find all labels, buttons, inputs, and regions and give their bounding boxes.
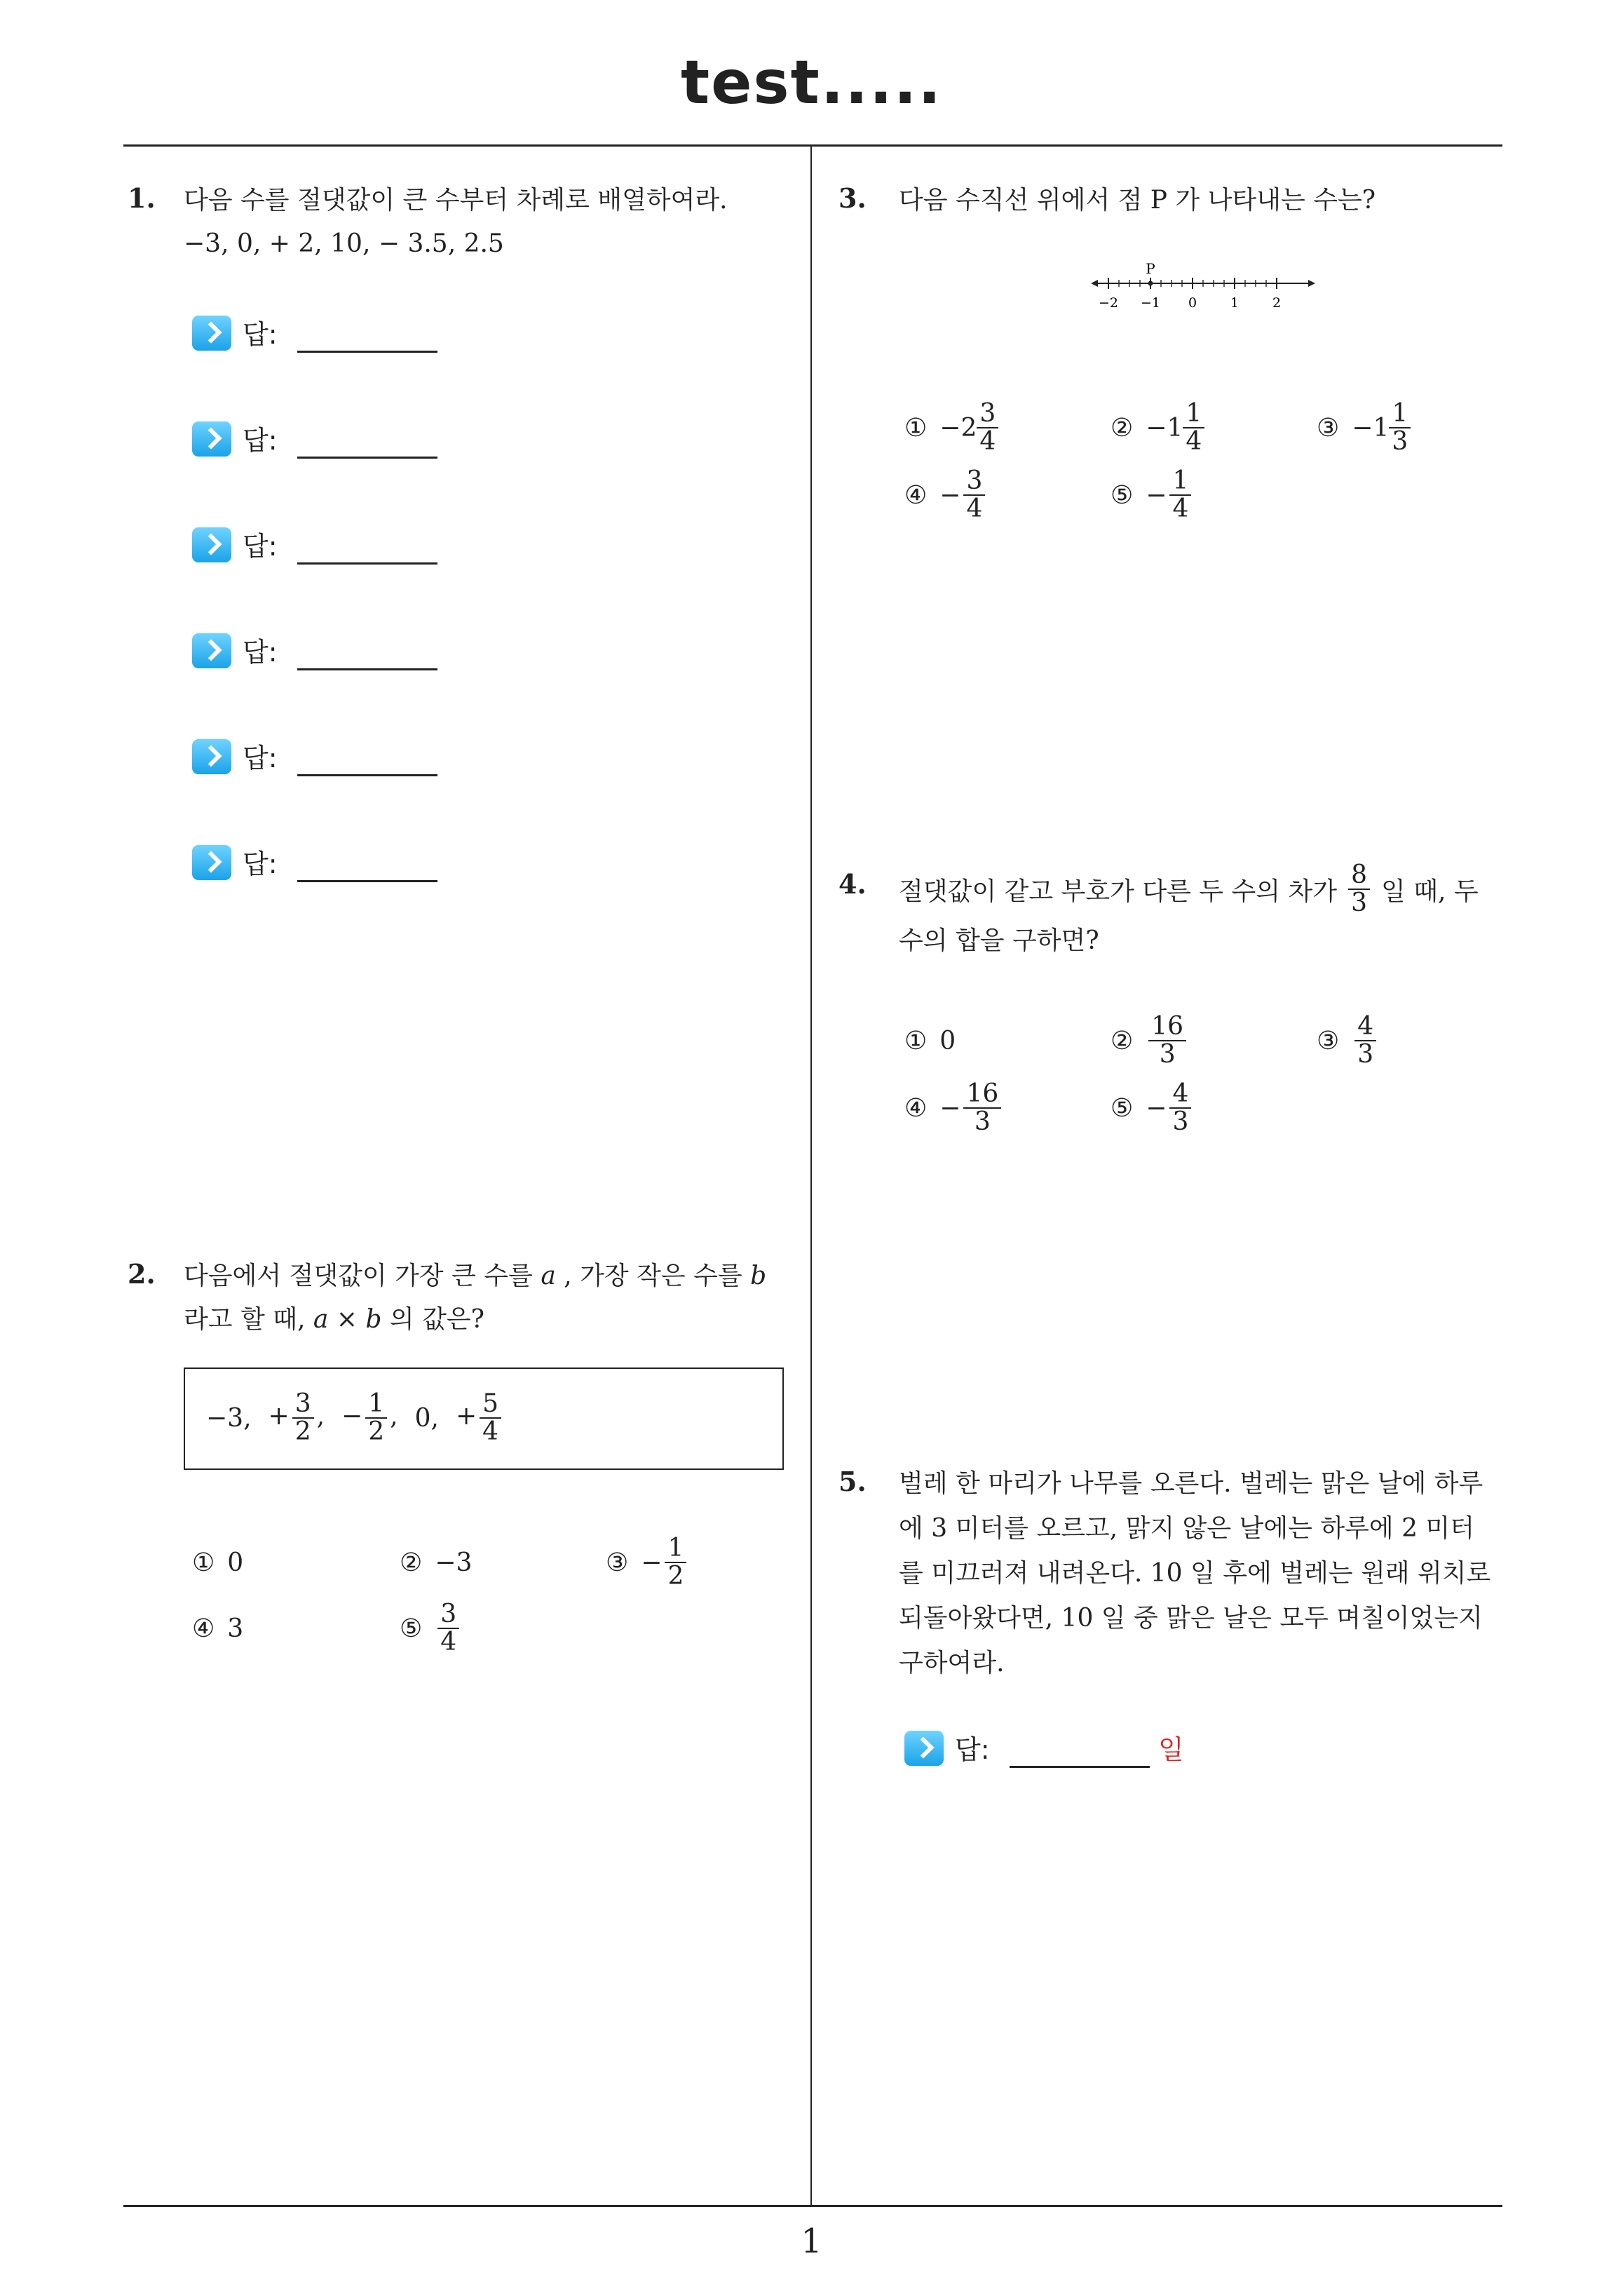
q4-option-4[interactable]: ④ − $\frac{16}{3}$ (904, 1073, 1004, 1143)
box-item: 0, (414, 1403, 439, 1433)
box-item: −3, (206, 1403, 252, 1433)
q1-text: 다음 수를 절댓값이 큰 수부터 차례로 배열하여라. (184, 186, 728, 215)
answer-blank[interactable] (297, 774, 437, 776)
q5-line-3: 를 미끄러져 내려온다. 10 일 후에 벌레는 원래 위치로 (899, 1559, 1491, 1588)
arrow-icon (192, 633, 231, 668)
tick-label: 0 (1188, 295, 1197, 311)
q3-option-2[interactable]: ② −1 $\frac{1}{4}$ (1111, 393, 1207, 463)
q2-option-1[interactable]: ① 0 (192, 1548, 244, 1577)
answer-blank[interactable] (297, 562, 437, 565)
q2-number: 2. (128, 1258, 156, 1290)
q2-option-5[interactable]: ⑤ $\frac{3}{4}$ (400, 1593, 462, 1663)
answer-label: 답: (243, 637, 278, 668)
q5-line-4: 되돌아왔다면, 10 일 중 맑은 날은 모두 며칠이었는지 (899, 1604, 1483, 1633)
q5-number: 5. (838, 1466, 867, 1497)
q3-text: 다음 수직선 위에서 점 P 가 나타내는 수는? (899, 186, 1376, 215)
answer-label: 답: (243, 849, 278, 879)
bottom-divider (123, 2205, 1502, 2207)
page-title: test..... (680, 48, 943, 118)
q3-option-5[interactable]: ⑤ − $\frac{1}{4}$ (1111, 460, 1194, 530)
q1-number: 1. (128, 182, 156, 214)
q5-line-5: 구하여라. (899, 1649, 1005, 1677)
answer-label: 답: (243, 743, 278, 774)
q5-line-2: 에 3 미터를 오르고, 맑지 않은 날에는 하루에 2 미터 (899, 1514, 1474, 1543)
q3-option-1[interactable]: ① −2 $\frac{3}{4}$ (904, 393, 1001, 463)
arrow-icon (192, 845, 231, 880)
q3-option-3[interactable]: ③ −1 $\frac{1}{3}$ (1317, 393, 1413, 463)
tick-label: 2 (1272, 295, 1282, 311)
answer-unit: 일 (1158, 1734, 1184, 1765)
q2-text: , 가장 작은 수를 (555, 1262, 751, 1290)
q2-text: 의 값은? (381, 1305, 484, 1334)
answer-label: 답: (243, 319, 278, 350)
box-item: − $\frac{1}{2}$ , (341, 1389, 398, 1446)
q2-option-4[interactable]: ④ 3 (192, 1614, 244, 1643)
arrow-icon (192, 421, 231, 457)
tick-label: −2 (1098, 295, 1119, 311)
q4-number: 4. (838, 868, 867, 900)
q4-line2: 수의 합을 구하면? (899, 926, 1099, 955)
var-b: b (750, 1262, 767, 1290)
q4-option-2[interactable]: ② $\frac{16}{3}$ (1111, 1006, 1189, 1076)
answer-blank[interactable] (297, 457, 437, 459)
q2-line1 (184, 1255, 766, 1297)
q5-line-1: 벌레 한 마리가 나무를 오른다. 벌레는 맑은 날에 하루 (899, 1469, 1483, 1498)
arrow-icon (192, 316, 231, 351)
q2-text: 라고 할 때, (184, 1305, 313, 1334)
answer-blank[interactable] (297, 351, 437, 353)
q4-option-3[interactable]: ③ $\frac{4}{3}$ (1317, 1006, 1379, 1076)
number-line (1091, 257, 1315, 313)
box-item: + $\frac{3}{2}$ , (268, 1389, 325, 1446)
arrow-icon (192, 739, 231, 774)
q2-option-2[interactable]: ② −3 (400, 1548, 473, 1577)
page-number: 1 (801, 2222, 822, 2261)
q4-line1 (899, 854, 1479, 924)
answer-label: 답: (243, 531, 278, 562)
q2-text: 다음에서 절댓값이 가장 큰 수를 (184, 1262, 541, 1290)
q2-number-box (184, 1368, 784, 1470)
q4-option-1[interactable]: ① 0 (904, 1026, 956, 1055)
q2-line2 (184, 1299, 484, 1341)
q3-option-4[interactable]: ④ − $\frac{3}{4}$ (904, 460, 988, 530)
answer-blank[interactable] (297, 668, 437, 670)
q4-option-5[interactable]: ⑤ − $\frac{4}{3}$ (1111, 1073, 1194, 1143)
arrow-icon (904, 1731, 944, 1766)
q4-fraction: $\frac{8}{3}$ (1348, 862, 1370, 917)
top-divider (123, 144, 1502, 147)
var-a: a (541, 1262, 556, 1290)
point-p (1148, 281, 1153, 286)
q1-numbers: −3, 0, + 2, 10, − 3.5, 2.5 (184, 229, 504, 258)
q2-option-3[interactable]: ③ − $\frac{1}{2}$ (606, 1527, 689, 1598)
answer-label: 답: (243, 425, 278, 456)
tick-label: −1 (1140, 295, 1161, 311)
arrow-icon (192, 527, 231, 562)
q2-expression: a × b (313, 1305, 382, 1334)
answer-label: 답: (955, 1734, 990, 1765)
q4-text: 절댓값이 같고 부호가 다른 두 수의 차가 (899, 877, 1338, 906)
column-divider (810, 144, 812, 2205)
box-item: + $\frac{5}{4}$ (456, 1391, 504, 1445)
point-p-label: P (1146, 260, 1155, 277)
q4-text: 일 때, 두 (1380, 877, 1479, 906)
answer-blank[interactable] (1010, 1766, 1150, 1768)
tick-label: 1 (1230, 295, 1240, 311)
answer-blank[interactable] (297, 880, 437, 882)
q3-number: 3. (838, 182, 867, 214)
